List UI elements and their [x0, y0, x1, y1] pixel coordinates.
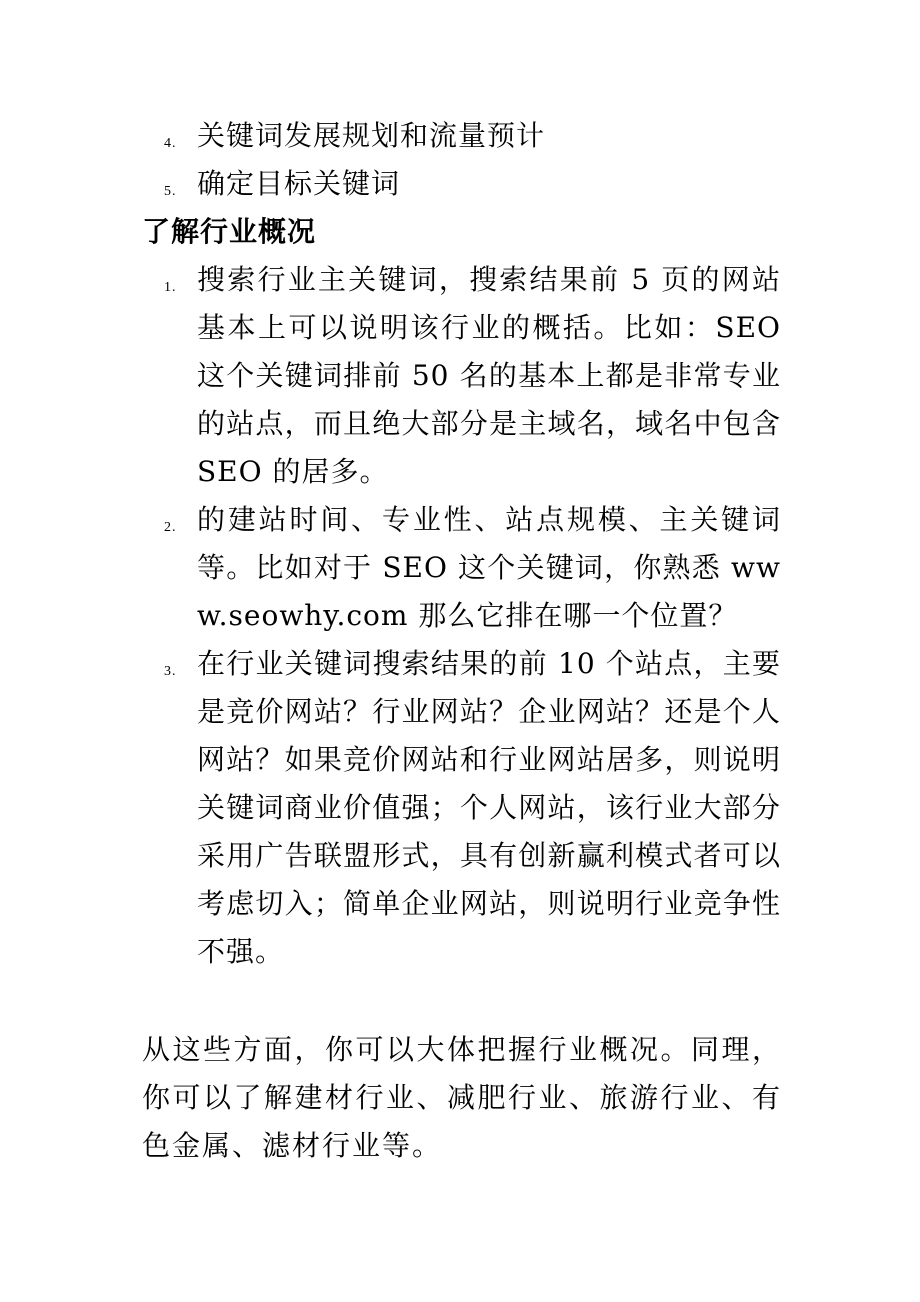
- summary-paragraph: 从这些方面，你可以大体把握行业概况。同理，你可以了解建材行业、减肥行业、旅游行业、有色金属、滤材行业等。: [142, 1033, 782, 1162]
- list-item-number: 5.: [164, 184, 177, 199]
- main-numbered-list: [0, 256, 920, 976]
- list-item: [0, 496, 781, 640]
- section-heading: 了解行业概况: [142, 215, 317, 248]
- top-numbered-list: [0, 112, 920, 208]
- list-item-number: 4.: [164, 136, 177, 151]
- list-item-number: 3.: [164, 664, 177, 679]
- list-item: [0, 256, 781, 496]
- list-item: [0, 160, 781, 208]
- list-item: [0, 112, 781, 160]
- list-item-text: 确定目标关键词: [197, 167, 401, 200]
- list-item-text: 关键词发展规划和流量预计: [197, 119, 546, 152]
- list-item-text: 在行业关键词搜索结果的前 10 个站点，主要是竞价网站？行业网站？企业网站？还是个人网站？如果竞价网站和行业网站居多，则说明关键词商业价值强；个人网站，该行业大部分采用广告联盟形式，具有创新赢利模式者可以考虑切入；简单企业网站，则说明行业竞争性不强。: [197, 647, 781, 968]
- list-item-text: 的建站时间、专业性、站点规模、主关键词等。比如对于 SEO 这个关键词，你熟悉 www.seowhy.com 那么它排在哪一个位置？: [197, 503, 781, 632]
- list-item: [0, 640, 781, 976]
- list-item-number: 2.: [164, 520, 177, 535]
- list-item-text: 搜索行业主关键词，搜索结果前 5 页的网站基本上可以说明该行业的概括。比如：SEO 这个关键词排前 50 名的基本上都是非常专业的站点，而且绝大部分是主域名，域名中包含 SEO 的居多。: [197, 263, 781, 488]
- list-item-number: 1.: [164, 280, 177, 295]
